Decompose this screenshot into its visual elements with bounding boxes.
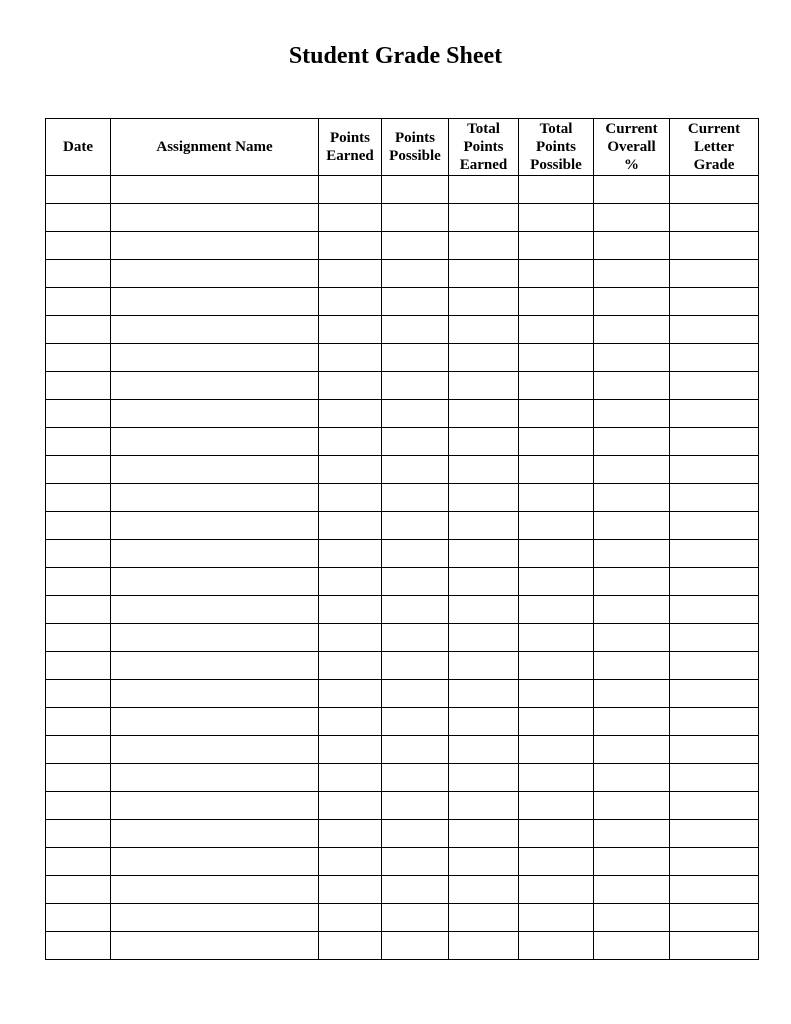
table-row <box>46 288 759 316</box>
table-row <box>46 848 759 876</box>
table-row <box>46 904 759 932</box>
cell-points-earned[interactable] <box>319 624 382 652</box>
table-row <box>46 512 759 540</box>
cell-points-possible[interactable] <box>382 456 449 484</box>
cell-current-letter-grade[interactable] <box>670 904 759 932</box>
cell-total-points-possible[interactable] <box>519 372 594 400</box>
cell-total-points-earned[interactable] <box>449 596 519 624</box>
cell-points-possible[interactable] <box>382 400 449 428</box>
header-row <box>46 119 759 176</box>
cell-current-overall-percent[interactable] <box>594 232 670 260</box>
cell-total-points-earned[interactable] <box>449 652 519 680</box>
table-row <box>46 652 759 680</box>
table-row <box>46 540 759 568</box>
cell-date[interactable] <box>46 344 111 372</box>
cell-total-points-possible[interactable] <box>519 288 594 316</box>
cell-points-earned[interactable] <box>319 288 382 316</box>
cell-assignment-name[interactable] <box>111 904 319 932</box>
cell-current-letter-grade[interactable] <box>670 652 759 680</box>
cell-total-points-earned[interactable] <box>449 736 519 764</box>
cell-date[interactable] <box>46 260 111 288</box>
cell-total-points-earned[interactable] <box>449 708 519 736</box>
cell-current-letter-grade[interactable] <box>670 848 759 876</box>
table-row <box>46 456 759 484</box>
cell-assignment-name[interactable] <box>111 820 319 848</box>
cell-current-overall-percent[interactable] <box>594 428 670 456</box>
table-row <box>46 232 759 260</box>
cell-total-points-possible[interactable] <box>519 932 594 960</box>
cell-date[interactable] <box>46 596 111 624</box>
cell-points-possible[interactable] <box>382 568 449 596</box>
cell-total-points-earned[interactable] <box>449 624 519 652</box>
cell-points-possible[interactable] <box>382 316 449 344</box>
cell-points-possible[interactable] <box>382 876 449 904</box>
cell-current-letter-grade[interactable] <box>670 596 759 624</box>
page-title: Student Grade Sheet <box>288 43 503 69</box>
table-row <box>46 736 759 764</box>
cell-points-earned[interactable] <box>319 344 382 372</box>
cell-current-letter-grade[interactable] <box>670 820 759 848</box>
cell-points-possible[interactable] <box>382 596 449 624</box>
cell-total-points-earned[interactable] <box>449 820 519 848</box>
cell-total-points-earned[interactable] <box>449 456 519 484</box>
cell-current-letter-grade[interactable] <box>670 176 759 204</box>
cell-points-earned[interactable] <box>319 512 382 540</box>
cell-points-possible[interactable] <box>382 792 449 820</box>
cell-total-points-possible[interactable] <box>519 400 594 428</box>
cell-points-possible[interactable] <box>382 904 449 932</box>
cell-total-points-earned[interactable] <box>449 680 519 708</box>
cell-date[interactable] <box>46 204 111 232</box>
cell-total-points-earned[interactable] <box>449 428 519 456</box>
cell-assignment-name[interactable] <box>111 876 319 904</box>
cell-total-points-possible[interactable] <box>519 876 594 904</box>
cell-total-points-possible[interactable] <box>519 456 594 484</box>
cell-total-points-possible[interactable] <box>519 428 594 456</box>
cell-assignment-name[interactable] <box>111 176 319 204</box>
cell-points-earned[interactable] <box>319 568 382 596</box>
table-row <box>46 932 759 960</box>
cell-assignment-name[interactable] <box>111 596 319 624</box>
cell-date[interactable] <box>46 792 111 820</box>
cell-total-points-earned[interactable] <box>449 848 519 876</box>
cell-points-earned[interactable] <box>319 232 382 260</box>
cell-current-letter-grade[interactable] <box>670 232 759 260</box>
cell-current-overall-percent[interactable] <box>594 400 670 428</box>
cell-current-overall-percent[interactable] <box>594 260 670 288</box>
cell-assignment-name[interactable] <box>111 456 319 484</box>
cell-assignment-name[interactable] <box>111 624 319 652</box>
column-header-current-letter-grade: Current Letter Grade <box>670 119 759 176</box>
cell-current-overall-percent[interactable] <box>594 764 670 792</box>
cell-assignment-name[interactable] <box>111 932 319 960</box>
cell-points-possible[interactable] <box>382 260 449 288</box>
cell-total-points-earned[interactable] <box>449 288 519 316</box>
cell-current-overall-percent[interactable] <box>594 904 670 932</box>
cell-total-points-earned[interactable] <box>449 260 519 288</box>
cell-total-points-possible[interactable] <box>519 484 594 512</box>
cell-date[interactable] <box>46 904 111 932</box>
cell-total-points-earned[interactable] <box>449 904 519 932</box>
cell-date[interactable] <box>46 456 111 484</box>
cell-current-letter-grade[interactable] <box>670 680 759 708</box>
cell-current-overall-percent[interactable] <box>594 372 670 400</box>
cell-assignment-name[interactable] <box>111 708 319 736</box>
cell-date[interactable] <box>46 764 111 792</box>
cell-total-points-earned[interactable] <box>449 932 519 960</box>
cell-assignment-name[interactable] <box>111 792 319 820</box>
cell-current-overall-percent[interactable] <box>594 708 670 736</box>
cell-date[interactable] <box>46 400 111 428</box>
table-row <box>46 400 759 428</box>
cell-current-overall-percent[interactable] <box>594 512 670 540</box>
cell-date[interactable] <box>46 932 111 960</box>
table-row <box>46 596 759 624</box>
cell-total-points-earned[interactable] <box>449 372 519 400</box>
cell-points-earned[interactable] <box>319 400 382 428</box>
cell-points-earned[interactable] <box>319 848 382 876</box>
cell-points-earned[interactable] <box>319 904 382 932</box>
cell-current-overall-percent[interactable] <box>594 932 670 960</box>
cell-points-earned[interactable] <box>319 932 382 960</box>
cell-total-points-earned[interactable] <box>449 568 519 596</box>
cell-current-overall-percent[interactable] <box>594 204 670 232</box>
cell-current-overall-percent[interactable] <box>594 344 670 372</box>
cell-current-overall-percent[interactable] <box>594 568 670 596</box>
cell-points-earned[interactable] <box>319 176 382 204</box>
column-header-total-points-possible: Total Points Possible <box>519 119 594 176</box>
cell-current-overall-percent[interactable] <box>594 596 670 624</box>
cell-current-letter-grade[interactable] <box>670 316 759 344</box>
cell-points-earned[interactable] <box>319 764 382 792</box>
cell-points-possible[interactable] <box>382 820 449 848</box>
cell-date[interactable] <box>46 652 111 680</box>
cell-total-points-possible[interactable] <box>519 260 594 288</box>
cell-points-earned[interactable] <box>319 456 382 484</box>
cell-total-points-possible[interactable] <box>519 820 594 848</box>
cell-current-letter-grade[interactable] <box>670 764 759 792</box>
table-row <box>46 568 759 596</box>
cell-assignment-name[interactable] <box>111 512 319 540</box>
cell-current-letter-grade[interactable] <box>670 624 759 652</box>
cell-date[interactable] <box>46 820 111 848</box>
cell-points-earned[interactable] <box>319 708 382 736</box>
cell-assignment-name[interactable] <box>111 260 319 288</box>
cell-current-overall-percent[interactable] <box>594 316 670 344</box>
cell-points-earned[interactable] <box>319 372 382 400</box>
column-header-points-earned: Points Earned <box>319 119 382 176</box>
cell-date[interactable] <box>46 232 111 260</box>
cell-current-letter-grade[interactable] <box>670 512 759 540</box>
cell-date[interactable] <box>46 316 111 344</box>
cell-total-points-earned[interactable] <box>449 512 519 540</box>
table-row <box>46 372 759 400</box>
cell-date[interactable] <box>46 848 111 876</box>
cell-points-earned[interactable] <box>319 680 382 708</box>
table-row <box>46 624 759 652</box>
cell-date[interactable] <box>46 176 111 204</box>
cell-current-overall-percent[interactable] <box>594 792 670 820</box>
cell-total-points-possible[interactable] <box>519 624 594 652</box>
cell-points-earned[interactable] <box>319 596 382 624</box>
cell-points-possible[interactable] <box>382 848 449 876</box>
table-row <box>46 484 759 512</box>
table-row <box>46 792 759 820</box>
cell-assignment-name[interactable] <box>111 344 319 372</box>
cell-date[interactable] <box>46 736 111 764</box>
cell-assignment-name[interactable] <box>111 764 319 792</box>
cell-current-letter-grade[interactable] <box>670 792 759 820</box>
cell-points-possible[interactable] <box>382 708 449 736</box>
cell-points-possible[interactable] <box>382 176 449 204</box>
cell-points-possible[interactable] <box>382 204 449 232</box>
cell-points-possible[interactable] <box>382 372 449 400</box>
cell-assignment-name[interactable] <box>111 288 319 316</box>
cell-assignment-name[interactable] <box>111 652 319 680</box>
cell-points-possible[interactable] <box>382 484 449 512</box>
column-header-date: Date <box>46 119 111 176</box>
cell-total-points-possible[interactable] <box>519 708 594 736</box>
cell-current-letter-grade[interactable] <box>670 372 759 400</box>
cell-total-points-possible[interactable] <box>519 316 594 344</box>
column-header-total-points-earned: Total Points Earned <box>449 119 519 176</box>
cell-points-earned[interactable] <box>319 260 382 288</box>
cell-points-earned[interactable] <box>319 876 382 904</box>
cell-date[interactable] <box>46 568 111 596</box>
cell-total-points-possible[interactable] <box>519 904 594 932</box>
cell-current-overall-percent[interactable] <box>594 456 670 484</box>
table-row <box>46 876 759 904</box>
cell-points-earned[interactable] <box>319 316 382 344</box>
cell-assignment-name[interactable] <box>111 428 319 456</box>
cell-current-overall-percent[interactable] <box>594 820 670 848</box>
cell-total-points-earned[interactable] <box>449 176 519 204</box>
cell-current-letter-grade[interactable] <box>670 260 759 288</box>
cell-total-points-possible[interactable] <box>519 736 594 764</box>
cell-date[interactable] <box>46 540 111 568</box>
cell-date[interactable] <box>46 876 111 904</box>
cell-points-possible[interactable] <box>382 680 449 708</box>
cell-date[interactable] <box>46 708 111 736</box>
table-row <box>46 176 759 204</box>
cell-total-points-possible[interactable] <box>519 512 594 540</box>
cell-current-overall-percent[interactable] <box>594 540 670 568</box>
cell-current-letter-grade[interactable] <box>670 204 759 232</box>
cell-points-possible[interactable] <box>382 512 449 540</box>
table-row <box>46 260 759 288</box>
table-row <box>46 428 759 456</box>
cell-points-possible[interactable] <box>382 540 449 568</box>
cell-total-points-earned[interactable] <box>449 764 519 792</box>
cell-points-possible[interactable] <box>382 624 449 652</box>
cell-assignment-name[interactable] <box>111 232 319 260</box>
cell-points-earned[interactable] <box>319 540 382 568</box>
cell-current-letter-grade[interactable] <box>670 344 759 372</box>
cell-assignment-name[interactable] <box>111 568 319 596</box>
table-row <box>46 344 759 372</box>
cell-assignment-name[interactable] <box>111 372 319 400</box>
cell-points-possible[interactable] <box>382 288 449 316</box>
cell-points-possible[interactable] <box>382 652 449 680</box>
cell-points-earned[interactable] <box>319 736 382 764</box>
cell-points-earned[interactable] <box>319 204 382 232</box>
cell-total-points-possible[interactable] <box>519 596 594 624</box>
cell-total-points-possible[interactable] <box>519 344 594 372</box>
cell-points-possible[interactable] <box>382 932 449 960</box>
cell-current-letter-grade[interactable] <box>670 288 759 316</box>
cell-total-points-possible[interactable] <box>519 568 594 596</box>
cell-current-letter-grade[interactable] <box>670 708 759 736</box>
cell-total-points-earned[interactable] <box>449 484 519 512</box>
cell-current-overall-percent[interactable] <box>594 484 670 512</box>
grade-table-body <box>46 176 759 960</box>
cell-total-points-possible[interactable] <box>519 232 594 260</box>
cell-current-overall-percent[interactable] <box>594 876 670 904</box>
cell-points-earned[interactable] <box>319 484 382 512</box>
cell-total-points-possible[interactable] <box>519 176 594 204</box>
cell-total-points-earned[interactable] <box>449 204 519 232</box>
cell-points-possible[interactable] <box>382 428 449 456</box>
cell-current-overall-percent[interactable] <box>594 624 670 652</box>
cell-current-letter-grade[interactable] <box>670 400 759 428</box>
cell-points-earned[interactable] <box>319 792 382 820</box>
table-row <box>46 764 759 792</box>
cell-points-possible[interactable] <box>382 764 449 792</box>
column-header-current-overall-percent: Current Overall % <box>594 119 670 176</box>
cell-current-letter-grade[interactable] <box>670 876 759 904</box>
cell-current-overall-percent[interactable] <box>594 652 670 680</box>
cell-points-possible[interactable] <box>382 232 449 260</box>
cell-points-possible[interactable] <box>382 344 449 372</box>
table-row <box>46 680 759 708</box>
cell-total-points-earned[interactable] <box>449 344 519 372</box>
cell-current-letter-grade[interactable] <box>670 568 759 596</box>
cell-total-points-earned[interactable] <box>449 792 519 820</box>
cell-assignment-name[interactable] <box>111 316 319 344</box>
table-row <box>46 316 759 344</box>
cell-current-overall-percent[interactable] <box>594 680 670 708</box>
cell-total-points-earned[interactable] <box>449 316 519 344</box>
cell-current-overall-percent[interactable] <box>594 848 670 876</box>
cell-points-possible[interactable] <box>382 736 449 764</box>
cell-current-overall-percent[interactable] <box>594 288 670 316</box>
cell-current-letter-grade[interactable] <box>670 736 759 764</box>
cell-assignment-name[interactable] <box>111 736 319 764</box>
cell-current-letter-grade[interactable] <box>670 456 759 484</box>
grade-table <box>45 118 759 960</box>
cell-total-points-possible[interactable] <box>519 540 594 568</box>
cell-current-letter-grade[interactable] <box>670 540 759 568</box>
cell-total-points-possible[interactable] <box>519 680 594 708</box>
cell-points-earned[interactable] <box>319 652 382 680</box>
cell-total-points-earned[interactable] <box>449 876 519 904</box>
cell-total-points-earned[interactable] <box>449 540 519 568</box>
cell-date[interactable] <box>46 680 111 708</box>
cell-points-earned[interactable] <box>319 428 382 456</box>
cell-assignment-name[interactable] <box>111 540 319 568</box>
cell-current-overall-percent[interactable] <box>594 176 670 204</box>
cell-current-letter-grade[interactable] <box>670 484 759 512</box>
cell-points-earned[interactable] <box>319 820 382 848</box>
cell-assignment-name[interactable] <box>111 400 319 428</box>
cell-date[interactable] <box>46 624 111 652</box>
cell-total-points-possible[interactable] <box>519 848 594 876</box>
cell-total-points-possible[interactable] <box>519 764 594 792</box>
column-header-points-possible: Points Possible <box>382 119 449 176</box>
cell-current-letter-grade[interactable] <box>670 932 759 960</box>
cell-date[interactable] <box>46 512 111 540</box>
cell-date[interactable] <box>46 288 111 316</box>
cell-date[interactable] <box>46 372 111 400</box>
cell-total-points-possible[interactable] <box>519 204 594 232</box>
table-row <box>46 820 759 848</box>
cell-total-points-possible[interactable] <box>519 652 594 680</box>
cell-total-points-earned[interactable] <box>449 232 519 260</box>
cell-date[interactable] <box>46 428 111 456</box>
cell-assignment-name[interactable] <box>111 848 319 876</box>
cell-current-letter-grade[interactable] <box>670 428 759 456</box>
cell-current-overall-percent[interactable] <box>594 736 670 764</box>
column-header-assignment-name: Assignment Name <box>111 119 319 176</box>
cell-total-points-earned[interactable] <box>449 400 519 428</box>
table-row <box>46 204 759 232</box>
table-row <box>46 708 759 736</box>
cell-assignment-name[interactable] <box>111 204 319 232</box>
cell-assignment-name[interactable] <box>111 484 319 512</box>
cell-date[interactable] <box>46 484 111 512</box>
cell-assignment-name[interactable] <box>111 680 319 708</box>
cell-total-points-possible[interactable] <box>519 792 594 820</box>
